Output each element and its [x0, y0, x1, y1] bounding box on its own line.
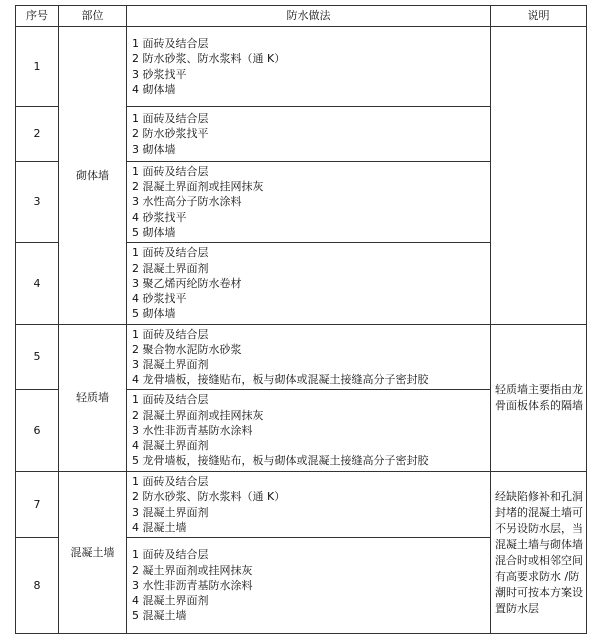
- method-cell: [127, 538, 491, 634]
- method-step: 5 砌体墙: [132, 225, 176, 239]
- method-step: 4 砌体墙: [132, 82, 176, 96]
- method-step: 1 面砖及结合层: [132, 112, 209, 126]
- method-step: 1 面砖及结合层: [132, 475, 209, 489]
- method-step: 1 面砖及结合层: [132, 327, 209, 341]
- header-part: 部位: [59, 6, 127, 27]
- note-cell: 经缺陷修补和孔洞封堵的混凝土墙可不另设防水层，当混凝土墙与砌体墙混合时或相邻空间有高要求防水 /防潮时可按本方案设置防水层: [491, 472, 587, 634]
- note-cell: 轻质墙主要指由龙骨面板体系的隔墙: [491, 325, 587, 472]
- method-step: 5 砌体墙: [132, 307, 176, 321]
- method-step: 4 砂浆找平: [132, 210, 187, 224]
- method-step: 4 砂浆找平: [132, 292, 187, 306]
- method-step: 4 混凝土墙: [132, 520, 187, 534]
- method-step: 3 水性非沥青基防水涂料: [132, 578, 253, 592]
- row-number: 8: [16, 538, 59, 634]
- row-number: 6: [16, 390, 59, 472]
- method-cell: [127, 325, 491, 390]
- header-row: [16, 6, 587, 27]
- row-number: 2: [16, 107, 59, 162]
- waterproofing-table: [15, 5, 587, 634]
- row-number: 4: [16, 243, 59, 325]
- method-step: 3 聚乙烯丙纶防水卷材: [132, 276, 242, 290]
- method-step: 2 凝土界面剂或挂网抹灰: [132, 563, 253, 577]
- method-step: 1 面砖及结合层: [132, 548, 209, 562]
- method-step: 5 龙骨墙板，接缝贴布，板与砌体或混凝土接缝高分子密封胶: [132, 454, 429, 468]
- method-step: 3 混凝土界面剂: [132, 505, 209, 519]
- method-cell: [127, 162, 491, 243]
- row-number: 3: [16, 162, 59, 243]
- method-step: 1 面砖及结合层: [132, 164, 209, 178]
- method-step: 5 混凝土墙: [132, 609, 187, 623]
- method-cell: [127, 27, 491, 107]
- method-step: 2 聚合物水泥防水砂浆: [132, 342, 242, 356]
- method-step: 2 混凝土界面剂或挂网抹灰: [132, 408, 264, 422]
- method-step: 3 砌体墙: [132, 142, 176, 156]
- header-no: 序号: [16, 6, 59, 27]
- row-number: 1: [16, 27, 59, 107]
- part-cell: 轻质墙: [59, 325, 127, 472]
- table-row: [16, 325, 587, 390]
- method-step: 3 砂浆找平: [132, 67, 187, 81]
- method-step: 4 混凝土界面剂: [132, 439, 209, 453]
- method-step: 3 水性高分子防水涂料: [132, 195, 242, 209]
- method-cell: [127, 472, 491, 538]
- method-step: 4 混凝土界面剂: [132, 594, 209, 608]
- part-cell: 混凝土墙: [59, 472, 127, 634]
- table-row: [16, 27, 587, 107]
- method-step: 1 面砖及结合层: [132, 393, 209, 407]
- method-step: 1 面砖及结合层: [132, 246, 209, 260]
- method-step: 2 防水砂浆、防水浆料（通 K）: [132, 490, 286, 504]
- method-step: 2 防水砂浆找平: [132, 127, 209, 141]
- header-method: 防水做法: [127, 6, 491, 27]
- method-cell: [127, 107, 491, 162]
- header-note: 说明: [491, 6, 587, 27]
- method-step: 2 混凝土界面剂: [132, 261, 209, 275]
- part-cell: 砌体墙: [59, 27, 127, 325]
- method-step: 1 面砖及结合层: [132, 37, 209, 51]
- table-row: [16, 472, 587, 538]
- method-step: 2 防水砂浆、防水浆料（通 K）: [132, 52, 286, 66]
- method-cell: [127, 390, 491, 472]
- method-step: 4 龙骨墙板，接缝贴布，板与砌体或混凝土接缝高分子密封胶: [132, 373, 429, 387]
- method-step: 3 水性非沥青基防水涂料: [132, 423, 253, 437]
- method-step: 3 混凝土界面剂: [132, 358, 209, 371]
- row-number: 7: [16, 472, 59, 538]
- method-step: 2 混凝土界面剂或挂网抹灰: [132, 180, 264, 194]
- method-cell: [127, 243, 491, 325]
- note-cell: [491, 27, 587, 325]
- row-number: 5: [16, 325, 59, 390]
